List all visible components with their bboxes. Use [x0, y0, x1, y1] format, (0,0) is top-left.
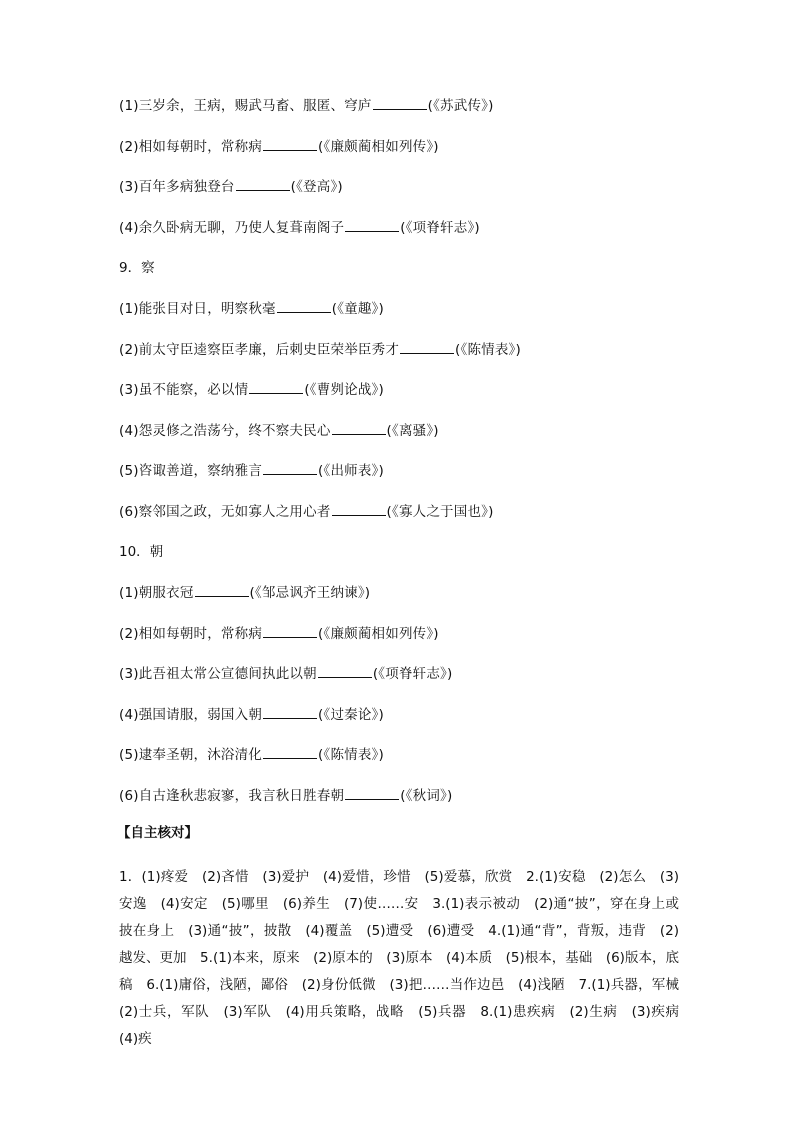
question-item [119, 421, 439, 441]
question-item [119, 299, 384, 319]
question-item [119, 177, 343, 197]
answer-blank[interactable] [277, 300, 331, 313]
source-citation: (《项脊轩志》) [400, 220, 480, 236]
question-item [119, 664, 452, 684]
question-item [119, 380, 384, 400]
answer-key-text: 1．(1)疼爱 (2)吝惜 (3)爱护 (4)爱惜，珍惜 (5)爱慕，欣赏 2.(1)安稳 (2)怎么 (3)安逸 (4)安定 (5)哪里 (6)养生 (7)使……安 3.(1)表示被动 (2)通“披”，穿在身上或披在身上 (3)通“披”，披散 (4)覆盖 (5)遭受 (6)遭受 4.(1)通“背”，背叛，违背 (2)越发、更加 5.(1)本来，原来 (2)原本的 (3)原本 (4)本质 (5)根本，基础 (6)版本，底稿 6.(1)庸俗，浅陋，鄙俗 (2)身份低微 (3)把……当作边邑 (4)浅陋 7.(1)兵器，军械 (2)士兵，军队 (3)军队 (4)用兵策略，战略 (5)兵器 8.(1)患疾病 (2)生病 (3)疾病 (4)疾 [119, 869, 693, 1047]
source-citation: (《廉颇蔺相如列传》) [318, 139, 439, 155]
answer-blank[interactable] [263, 138, 317, 151]
source-citation: (《登高》) [290, 179, 343, 195]
answer-blank[interactable] [400, 341, 454, 354]
answer-blank[interactable] [249, 381, 303, 394]
section-heading: 9．察 [119, 260, 155, 276]
source-citation: (《苏武传》) [427, 98, 494, 114]
source-citation: (《廉颇蔺相如列传》) [318, 626, 439, 642]
question-text: (5)咨诹善道，察纳雅言 [119, 463, 263, 479]
question-text: (4)余久卧病无聊，乃使人复葺南阁子 [119, 220, 345, 236]
question-text: (5)逮奉圣朝，沐浴清化 [119, 747, 263, 763]
source-citation: (《项脊轩志》) [372, 666, 453, 682]
question-item [119, 502, 494, 522]
question-text: (4)怨灵修之浩荡兮，终不察夫民心 [119, 423, 331, 439]
answer-blank[interactable] [263, 625, 317, 638]
question-text: (2)相如每朝时，常称病 [119, 626, 263, 642]
source-citation: (《离骚》) [386, 423, 439, 439]
question-text: (2)相如每朝时，常称病 [119, 139, 263, 155]
source-citation: (《陈情表》) [455, 342, 521, 358]
answer-blank[interactable] [263, 746, 317, 759]
question-item [119, 624, 439, 644]
question-text: (1)三岁余，王病，赐武马畜、服匿、穹庐 [119, 98, 372, 114]
question-item [119, 461, 384, 481]
question-text: (6)察邻国之政，无如寡人之用心者 [119, 504, 331, 520]
question-text: (2)前太守臣逵察臣孝廉，后刺史臣荣举臣秀才 [119, 342, 400, 358]
answer-key-heading: 【自主核对】 [117, 825, 198, 841]
answer-blank[interactable] [345, 787, 399, 800]
source-citation: (《出师表》) [318, 463, 384, 479]
answer-blank[interactable] [345, 219, 399, 232]
question-item [119, 96, 494, 116]
question-text: (3)百年多病独登台 [119, 179, 235, 195]
section-heading: 10．朝 [119, 544, 164, 560]
question-text: (3)虽不能察，必以情 [119, 382, 249, 398]
question-text: (3)此吾祖太常公宣德间执此以朝 [119, 666, 317, 682]
source-citation: (《陈情表》) [318, 747, 384, 763]
question-item [119, 786, 452, 806]
answer-blank[interactable] [373, 97, 427, 110]
answer-blank[interactable] [263, 706, 317, 719]
answer-blank[interactable] [318, 665, 372, 678]
question-text: (6)自古逢秋悲寂寥，我言秋日胜春朝 [119, 788, 345, 804]
answer-blank[interactable] [332, 503, 386, 516]
source-citation: (《童趣》) [331, 301, 384, 317]
question-item [119, 583, 370, 603]
answer-blank[interactable] [236, 178, 290, 191]
question-item [119, 705, 384, 725]
answer-blank[interactable] [332, 422, 386, 435]
question-item [119, 137, 439, 157]
answer-blank[interactable] [195, 584, 249, 597]
question-text: (4)强国请服，弱国入朝 [119, 707, 263, 723]
question-item [119, 745, 384, 765]
source-citation: (《过秦论》) [318, 707, 384, 723]
answer-blank[interactable] [263, 462, 317, 475]
question-text: (1)能张目对日，明察秋毫 [119, 301, 276, 317]
question-item [119, 218, 480, 238]
source-citation: (《秋词》) [400, 788, 453, 804]
question-item [119, 340, 521, 360]
source-citation: (《寡人之于国也》) [386, 504, 494, 520]
source-citation: (《曹刿论战》) [304, 382, 384, 398]
source-citation: (《邹忌讽齐王纳谏》) [249, 585, 371, 601]
question-text: (1)朝服衣冠 [119, 585, 194, 601]
